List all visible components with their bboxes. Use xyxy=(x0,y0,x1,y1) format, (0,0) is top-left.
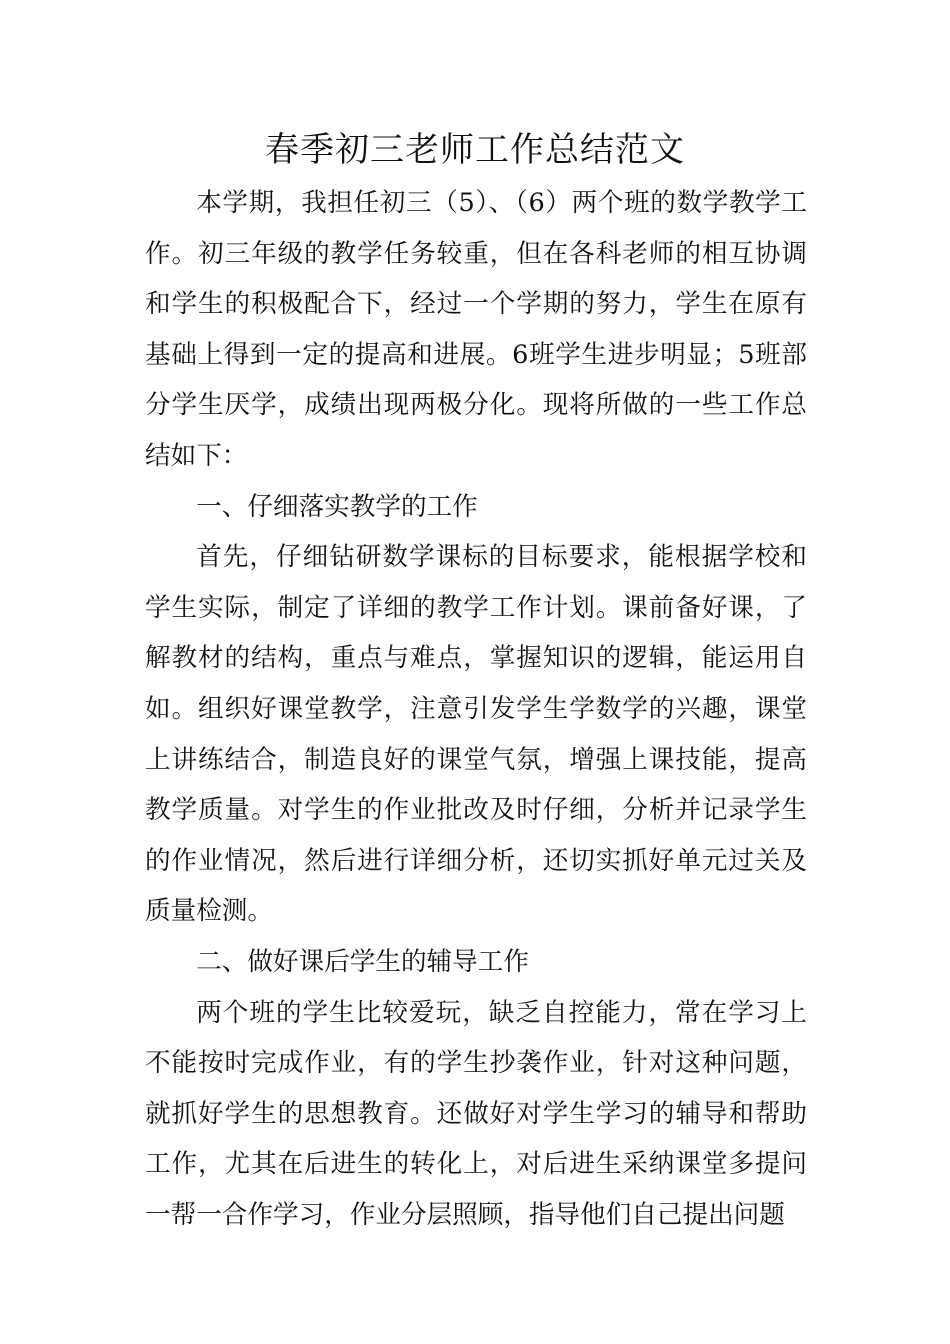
document-body xyxy=(145,178,807,1240)
paragraph-intro: 本学期，我担任初三（5）、（6）两个班的数学教学工作。初三年级的教学任务较重，但在各科老师的相互协调和学生的积极配合下，经过一个学期的努力，学生在原有基础上得到一定的提高和进展。6班学生进步明显；5班部分学生厌学，成绩出现两极分化。现将所做的一些工作总结如下： xyxy=(145,188,807,471)
paragraph-section-2: 两个班的学生比较爱玩，缺乏自控能力，常在学习上不能按时完成作业，有的学生抄袭作业，针对这种问题，就抓好学生的思想教育。还做好对学生学习的辅导和帮助工作，尤其在后进生的转化上，对后进生采纳课堂多提问一帮一合作学习，作业分层照顾，指导他们自己提出问题 xyxy=(145,997,807,1230)
section-heading-2: 二、做好课后学生的辅导工作 xyxy=(196,946,529,977)
section-heading-1: 一、仔细落实教学的工作 xyxy=(196,491,478,522)
paragraph-section-1: 首先，仔细钻研数学课标的目标要求，能根据学校和学生实际，制定了详细的教学工作计划。课前备好课，了解教材的结构，重点与难点，掌握知识的逻辑，能运用自如。组织好课堂教学，注意引发学生学数学的兴趣，课堂上讲练结合，制造良好的课堂气氛，增强上课技能，提高教学质量。对学生的作业批改及时仔细，分析并记录学生的作业情况，然后进行详细分析，还切实抓好单元过关及质量检测。 xyxy=(145,542,807,927)
document-title: 春季初三老师工作总结范文 xyxy=(265,130,685,170)
